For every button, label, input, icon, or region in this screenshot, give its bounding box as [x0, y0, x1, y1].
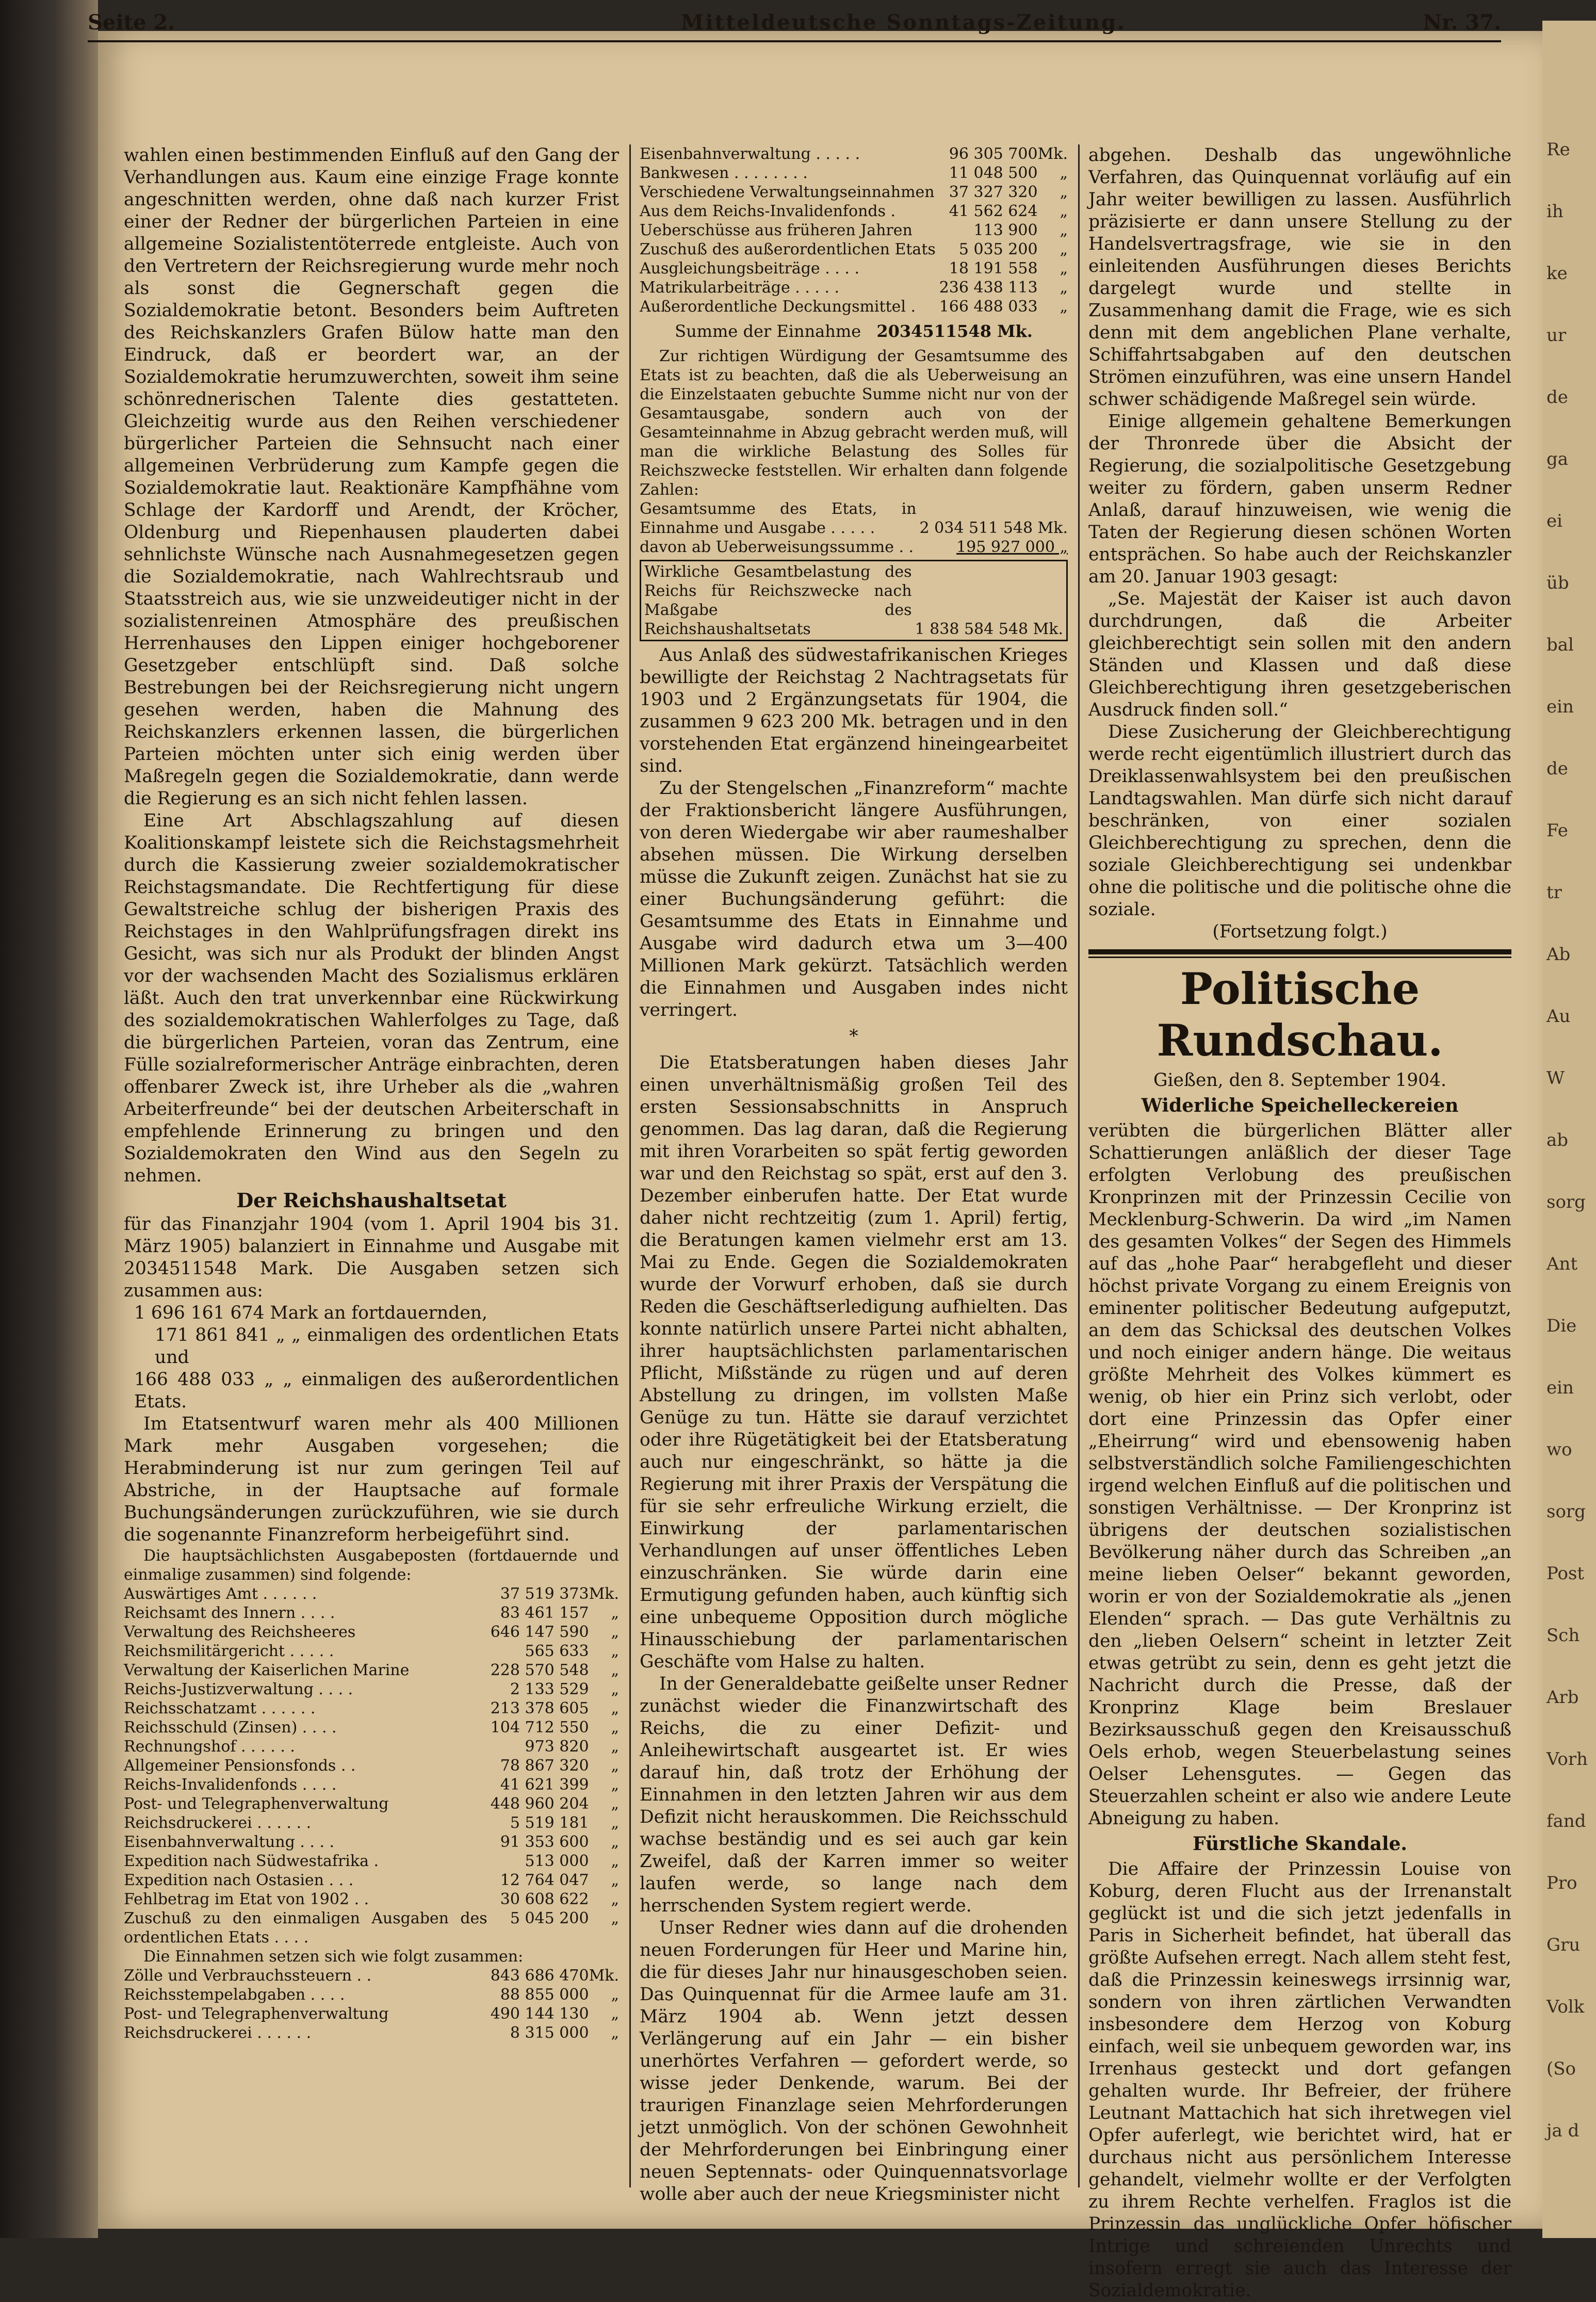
- table-cell-unit: „: [1060, 279, 1068, 297]
- table-cell-value: 11 048 500: [949, 164, 1038, 182]
- income-sum: [640, 320, 1068, 343]
- adjacent-page-fragment: Re: [1546, 139, 1570, 160]
- table-row: [124, 1813, 619, 1833]
- totals-label: davon ab Ueberweisungssumme . .: [640, 538, 914, 556]
- adjacent-page-fragment: Gru: [1546, 1935, 1581, 1955]
- table-cell-unit: „: [611, 1699, 619, 1717]
- table-row: [124, 1852, 619, 1871]
- column-separator: [629, 144, 631, 2187]
- col1-paragraph: Eine Art Abschlagszahlung auf diesen Koalitionskampf leistete sich die Reichstagsmehrheit durch die Kassierung zweier sozialdemokratischer Reichstagsmandate. Die Rechtfertigung für diese Gewaltstreiche schlug der bisherigen Praxis des Reichstages in den Wahlprüfungsfragen direkt ins Gesicht, was sich nur als Produkt der blinden Angst vor der wachsenden Macht des Sozialismus erklären läßt. Auch den trat unverkennbar eine Rückwirkung des sozialdemokratischen Wahlerfolges zu Tage, daß die bürgerlichen Parteien, voran das Zentrum, eine Fülle sozialreformerischer Anträge einbrachten, deren offenbarer Zweck ist, ihre Urheber als die „wahren Arbeiterfreunde“ bei der deutschen Arbeiterschaft in empfehlende Erinnerung zu bringen und den Sozialdemokraten den Wind aus den Segeln zu nehmen.: [124, 810, 619, 1186]
- table-cell-value: 37 327 320: [949, 183, 1038, 201]
- adjacent-page-fragment: de: [1546, 758, 1568, 779]
- table-cell-value: 113 900: [973, 221, 1038, 239]
- income-sum-label: Summe der Einnahme: [675, 321, 861, 341]
- totals-value: 2 034 511 548 Mk.: [919, 519, 1068, 537]
- table-cell-unit: „: [611, 1795, 619, 1813]
- adjacent-page-fragment: ga: [1546, 449, 1569, 469]
- table-cell-unit: „: [611, 1776, 619, 1794]
- table-cell-unit: Mk.: [1037, 145, 1068, 163]
- table-row: [640, 144, 1068, 164]
- table-cell-label: Matrikularbeiträge . . . . .: [640, 279, 840, 297]
- adjacent-page-fragment: Pro: [1546, 1873, 1577, 1893]
- col3-paragraph: Diese Zusicherung der Gleichberechtigung werde recht eigentümlich illustriert durch das Dreiklassenwahlsystem bei den preußischen Landtagswahlen. Man dürfe sich nicht darauf beschränken, von einer sozialen Gleichberechtigung zu sprechen, denn die soziale Gleichberechtigung sei undenkbar ohne die politische und die politische ohne die soziale.: [1088, 722, 1511, 920]
- table-row: [124, 1718, 619, 1737]
- table-cell-label: Fehlbetrag im Etat von 1902 . .: [124, 1890, 369, 1908]
- totals-label: Wirkliche Gesamtbelastung des Reichs für Reichszwecke nach Maßgabe des Reichshaushaltsetats: [644, 563, 912, 638]
- col3-paragraph: Die Affaire der Prinzessin Louise von Koburg, deren Flucht aus der Irrenanstalt geglückt ist und die sich jetzt jedenfalls in Paris in Sicherheit befindet, hat überall das größte Aufsehen erregt. Nach allem steht fest, daß die Prinzessin keineswegs irrsinnig war, sondern von ihren zärtlichen Verwandten insbesondere dem Herzog von Koburg einfach, weil sie unbequem geworden war, ins Irrenhaus gesteckt und dort gefangen gehalten wurde. Ihr Befreier, der frühere Leutnant Mattachich hat sich ihretwegen viel Opfer auferlegt, wie berichtet wird, hat er durchaus nicht aus persönlichem Interesse gehandelt, vielmehr wollte er der Verfolgten zu ihrem Rechte verhelfen. Fraglos ist die Prinzessin das unglückliche Opfer höfischer Intrige und schreienden Unrechts und insofern erregt sie auch das Interesse der Sozialdemokratie.: [1088, 1859, 1511, 2301]
- table-cell-value: 2 133 529: [510, 1680, 589, 1698]
- col1-paragraph: wahlen einen bestimmenden Einfluß auf den Gang der Verhandlungen aus. Kaum eine einzige Frage konnte angeschnitten werden, ohne daß nach kurzer Frist einer der Redner der bürgerlichen Parteien in eine allgemeine Sozialistentöterrede entgleiste. Auch von den Vertretern der Reichsregierung wurde mehr noch als sonst die Gegnerschaft gegen die Sozialdemokratie betont. Besonders beim Auftreten des Reichskanzlers Grafen Bülow hatte man den Eindruck, daß er beordert war, an der Sozialdemokratie herumzuwerchten, soweit ihm seine schönrednerischen Talente dies gestatteten. Gleichzeitig wurde aus den Reihen verschiedener bürgerlicher Parteien die Sehnsucht nach einer allgemeinen Verbrüderung zum Kampfe gegen die Sozialdemokratie laut. Reaktionäre Kampfhähne vom Schlage der Kardorff und Arendt, der Kröcher, Oldenburg und Riepenhausen plauderten dabei sehnlichste Wünsche nach Ausnahmegesetzen gegen die Sozialdemokratie, nach Wahlrechtsraub und Staatsstreich aus, wie sie unzweideutiger nicht in der sozialistenreinen Atmosphäre des preußischen Herrenhauses den Lippen einiger hochgeborener Gesetzgeber entschlüpft sind. Daß solche Bestrebungen bei der Reichsregierung nicht ungern gesehen werden, haben die Mahnung des Reichskanzlers erkennen lassen, die bürgerlichen Parteien möchten unter sich einig werden über Maßregeln gegen die Sozialdemokratie, dann werde die Regierung es an sich nicht fehlen lassen.: [124, 145, 619, 809]
- table-cell-value: 213 378 605: [490, 1699, 589, 1717]
- section-rule: [1088, 949, 1511, 954]
- table-cell-label: Reichsdruckerei . . . . . .: [124, 2024, 312, 2042]
- expense-summary-line: 166 488 033 „ „ einmaligen des außerordentlichen Etats.: [134, 1369, 619, 1412]
- table-row: [124, 1794, 619, 1813]
- article-heading: Widerliche Speichelleckereien: [1141, 1095, 1459, 1116]
- table-row: [124, 1699, 619, 1718]
- table-cell-label: Zuschuß zu den einmaligen Ausgaben des ordentlichen Etats . . . .: [124, 1909, 487, 1947]
- table-cell-unit: „: [611, 1890, 619, 1908]
- table-row: [640, 259, 1068, 278]
- totals-label: Gesamtsumme des Etats, in Einnahme und Ausgabe . . . . .: [640, 500, 917, 537]
- table-cell-label: Reichsschuld (Zinsen) . . . .: [124, 1719, 337, 1737]
- table-cell-value: 490 144 130: [490, 2005, 589, 2023]
- adjacent-page-fragment: Post: [1546, 1563, 1585, 1584]
- table-row: [640, 278, 1068, 297]
- adjacent-page-fragment: ein: [1546, 696, 1574, 717]
- table-row: [124, 1756, 619, 1775]
- adjacent-page-fragment: Ant: [1546, 1254, 1578, 1274]
- table-cell-label: Reichsmilitärgericht . . . . .: [124, 1642, 334, 1660]
- table-cell-value: 18 191 558: [949, 260, 1038, 278]
- adjacent-page-fragment: tr: [1546, 882, 1562, 903]
- table-cell-value: 236 438 113: [939, 279, 1038, 297]
- table-cell-unit: „: [611, 1623, 619, 1641]
- table-row: [640, 183, 1068, 202]
- table-cell-label: Reichs-Justizverwaltung . . . .: [124, 1680, 353, 1698]
- table-cell-unit: „: [611, 1757, 619, 1775]
- table-cell-value: 448 960 204: [490, 1795, 589, 1813]
- section-divider-star: *: [849, 1026, 858, 1047]
- table-cell-label: Eisenbahnverwaltung . . . . .: [640, 145, 860, 163]
- col2-paragraph: Zu der Stengelschen „Finanzreform“ machte der Fraktionsbericht längere Ausführungen, von deren Wiedergabe wir aber raumeshalber absehen müssen. Die Wirkung derselben müsse die Zukunft zeigen. Zunächst hat sie zu einer Buchungsänderung geführt: die Gesamtsumme des Etats in Einnahme und Ausgabe wird dadurch etwa um 3—400 Millionen Mark gekürzt. Tatsächlich werden die Einnahmen und Ausgaben indes nicht verringert.: [640, 778, 1068, 1020]
- table-cell-unit: „: [611, 1833, 619, 1851]
- adjacent-page-fragment: de: [1546, 387, 1568, 408]
- table-row: [124, 1661, 619, 1680]
- table-cell-label: Allgemeiner Pensionsfonds . .: [124, 1757, 356, 1775]
- table-cell-value: 88 855 000: [500, 1986, 589, 2004]
- table-cell-value: 843 686 470: [490, 1967, 589, 1985]
- table-cell-value: 12 764 047: [500, 1871, 589, 1889]
- table-cell-label: Reichsdruckerei . . . . . .: [124, 1814, 312, 1832]
- table-cell-label: Expedition nach Südwestafrika .: [124, 1852, 379, 1870]
- table-cell-value: 91 353 600: [500, 1833, 589, 1851]
- table-row: [124, 1623, 619, 1642]
- table-cell-value: 30 608 622: [500, 1890, 589, 1908]
- adjacent-page-fragment: ja d: [1546, 2120, 1579, 2141]
- table-row: [124, 1833, 619, 1852]
- table-cell-unit: „: [611, 2024, 619, 2042]
- table-cell-unit: „: [1060, 183, 1068, 201]
- table-cell-label: Zuschuß des außerordentlichen Etats: [640, 240, 936, 258]
- section-rule: [1088, 957, 1511, 958]
- budget-note: Zur richtigen Würdigung der Gesamtsumme des Etats ist zu beachten, daß die als Ueberweisung an die Einzelstaaten gebuchte Summe nicht nur von der Gesamtausgabe, sondern auch von der Gesamteinnahme in Abzug gebracht werden muß, will man die wirkliche Belastung des Solles für Reichszwecke feststellen. Wir erhalten dann folgende Zahlen:: [640, 347, 1068, 499]
- table-cell-unit: „: [611, 1814, 619, 1832]
- income-sum-value: 2034511548 Mk.: [876, 321, 1033, 341]
- table-cell-label: Reichs-Invalidenfonds . . . .: [124, 1776, 337, 1794]
- table-row: [124, 2004, 619, 2023]
- table-cell-value: 5 519 181: [510, 1814, 589, 1832]
- column-2: [640, 144, 1068, 2204]
- table-cell-value: 5 035 200: [958, 240, 1038, 258]
- adjacent-page-fragment: sorg: [1546, 1192, 1586, 1212]
- issue-number: Nr. 37.: [1423, 10, 1501, 35]
- table-cell-unit: „: [1060, 164, 1068, 182]
- column-1: [124, 144, 619, 2193]
- adjacent-page-edge: [1542, 21, 1596, 2238]
- table-cell-unit: „: [611, 1661, 619, 1679]
- table-cell-unit: „: [1060, 202, 1068, 220]
- table-cell-unit: „: [1060, 240, 1068, 258]
- col2-paragraph: Aus Anlaß des südwestafrikanischen Krieges bewilligte der Reichstag 2 Nachtragsetats für 1903 und 2 Ergänzungsetats für 1904, die zusammen 9 623 200 Mk. betragen und in den vorstehenden Etat ergänzend hineingearbeitet sind.: [640, 645, 1068, 776]
- table-row: [640, 499, 1068, 538]
- table-cell-unit: „: [611, 1642, 619, 1660]
- table-cell-unit: „: [611, 2005, 619, 2023]
- adjacent-page-fragment: W: [1546, 1068, 1565, 1089]
- table-cell-unit: Mk.: [589, 1585, 619, 1603]
- table-row: [124, 1603, 619, 1623]
- table-row: [640, 240, 1068, 259]
- table-cell-value: 228 570 548: [490, 1661, 589, 1679]
- table-cell-value: 646 147 590: [490, 1623, 589, 1641]
- table-cell-label: Auswärtiges Amt . . . . . .: [124, 1585, 317, 1603]
- col2-paragraph: Unser Redner wies dann auf die drohenden neuen Forderungen für Heer und Marine hin, die für dieses Jahr nur hinausgeschoben seien. Das Quinquennat für die Armee laufe am 31. März 1904 ab. Wenn jetzt dessen Verlängerung auf ein Jahr — ein bisher unerhörtes Verfahren — gefordert werde, so wisse jeder Denkende, warum. Bei der traurigen Finanzlage seien Mehrforderungen jetzt unmöglich. Von der schönen Gewohnheit der Mehrforderungen bei Einbringung einer neuen Septennats- oder Quinquennatsvorlage wolle aber auch der neue Kriegsminister nicht: [640, 1918, 1068, 2204]
- col2-paragraph: In der Generaldebatte geißelte unser Redner zunächst wieder die Finanzwirtschaft des Reichs, die zu einer Defizit- und Anleihewirtschaft ausgeartet ist. Er wies darauf hin, daß trotz der Erhöhung der Einnahmen in den letzten Jahren wir aus dem Defizit nicht herauskommen. Die Reichsschuld wachse beständig und es sei auch gar kein Zweifel, daß der Karren immer so weiter laufen werde, so lange nach dem herrschenden System regiert werde.: [640, 1674, 1068, 1916]
- table-row: [124, 1966, 619, 1985]
- table-cell-label: Rechnungshof . . . . . .: [124, 1738, 295, 1756]
- table-cell-label: Zölle und Verbrauchssteuern . .: [124, 1967, 372, 1985]
- income-table-part2: [640, 144, 1068, 316]
- table-row: [640, 538, 1068, 557]
- adjacent-page-fragment: fand: [1546, 1811, 1586, 1831]
- table-cell-unit: Mk.: [589, 1967, 619, 1985]
- kanzler-quote: „Se. Majestät der Kaiser ist auch davon durchdrungen, daß die Arbeiter gleichberechtigt sein sollen mit den andern Ständen und Klassen und daß diese Gleichberechtigung ihren gesetzgeberischen Ausdruck finden soll.“: [1088, 589, 1511, 720]
- table-row: [124, 1775, 619, 1794]
- table-row: [124, 1642, 619, 1661]
- col1-paragraph: für das Finanzjahr 1904 (vom 1. April 1904 bis 31. März 1905) balanziert in Einnahme und Ausgabe mit 2034511548 Mark. Die Ausgaben setzen sich zusammen aus:: [124, 1214, 619, 1301]
- adjacent-page-fragment: ein: [1546, 1377, 1574, 1398]
- col3-paragraph: Einige allgemein gehaltene Bemerkungen der Thronrede über die Absicht der Regierung, die sozialpolitische Gesetzgebung weiter zu fördern, gaben unserm Redner Anlaß, darauf hinzuweisen, wie wenig die Taten der Regierung diesen schönen Worten entsprächen. So habe auch der Reichskanzler am 20. Januar 1903 gesagt:: [1088, 411, 1511, 587]
- income-table-part1: [124, 1966, 619, 2042]
- adjacent-page-fragment: Volk: [1546, 1997, 1585, 2017]
- page-body: [124, 98, 1511, 2301]
- adjacent-page-fragment: Arb: [1546, 1687, 1579, 1708]
- article-heading: Fürstliche Skandale.: [1193, 1833, 1407, 1855]
- adjacent-page-fragment: Die: [1546, 1316, 1577, 1336]
- adjacent-page-fragment: (So: [1546, 2058, 1576, 2079]
- table-cell-unit: „: [611, 1680, 619, 1698]
- adjacent-page-fragment: sorg: [1546, 1501, 1586, 1522]
- income-intro: Die Einnahmen setzen sich wie folgt zusammen:: [143, 1948, 524, 1966]
- section-title-politische-rundschau: Politische Rundschau.: [1157, 963, 1443, 1066]
- adjacent-page-fragment: Sch: [1546, 1625, 1580, 1646]
- table-cell-value: 5 045 200: [510, 1909, 589, 1927]
- table-row: [644, 562, 1063, 639]
- table-cell-label: Verschiedene Verwaltungseinnahmen: [640, 183, 935, 201]
- table-row: [640, 202, 1068, 221]
- adjacent-page-fragment: bal: [1546, 635, 1574, 655]
- table-cell-value: 83 461 157: [500, 1604, 589, 1622]
- adjacent-page-fragment: ur: [1546, 325, 1567, 346]
- adjacent-page-fragment: wo: [1546, 1439, 1572, 1460]
- section-heading-reichshaushaltsetat: Der Reichshaushaltsetat: [236, 1189, 507, 1212]
- masthead-rule: [88, 40, 1501, 42]
- table-cell-label: Reichsschatzamt . . . . . .: [124, 1699, 316, 1717]
- dateline: Gießen, den 8. September 1904.: [1153, 1070, 1447, 1091]
- net-burden-box: [640, 560, 1068, 641]
- page-number: Seite 2.: [88, 10, 175, 35]
- adjacent-page-fragment: Fe: [1546, 820, 1568, 841]
- table-row: [640, 221, 1068, 240]
- table-cell-label: Ausgleichungsbeiträge . . . .: [640, 260, 859, 278]
- adjacent-page-fragment: Au: [1546, 1006, 1571, 1027]
- newspaper-title: Mitteldeutsche Sonntags-Zeitung.: [681, 10, 1126, 35]
- table-cell-label: Ueberschüsse aus früheren Jahren: [640, 221, 913, 239]
- column-separator: [1078, 144, 1080, 2187]
- table-cell-unit: „: [611, 1852, 619, 1870]
- col2-paragraph: Die Etatsberatungen haben dieses Jahr einen unverhältnismäßig großen Teil des ersten Sessionsabschnitts in Anspruch genommen. Das lag daran, daß die Regierung mit ihren Vorarbeiten so spät fertig geworden war und den Reichstag so spät, erst auf den 3. Dezember einberufen hatte. Der Etat wurde daher nicht rechtzeitig (zum 1. April) fertig, die Beratungen kamen vielmehr erst am 13. Mai zu Ende. Gegen die Sozialdemokraten wurde der Vorwurf erhoben, daß sie durch Reden die Geschäftserledigung aufhielten. Das konnte natürlich unsere Partei nicht abhalten, ihrer hauptsächlichsten parlamentarischen Pflicht, Mißstände zu rügen und auf deren Abstellung zu dringen, im vollsten Maße Genüge zu tun. Hätte sie darauf verzichtet oder ihre Rügetätigkeit bei der Etatsberatung auch nur eingeschränkt, so hätte ja die Regierung mit ihrer Praxis der Verspätung die für sie sehr erfreuliche Wirkung erzielt, die Einwirkung der parlamentarischen Verhandlungen auf unser öffentliches Leben einzuschränken. Sie würde darin eine Ermutigung gefunden haben, auch künftig sich eine unbequeme Opposition durch mögliche Hinausschiebung der parlamentarischen Geschäfte vom Halse zu halten.: [640, 1052, 1068, 1672]
- table-row: [640, 297, 1068, 316]
- expense-summary-line: 171 861 841 „ „ einmaligen des ordentlichen Etats und: [155, 1325, 619, 1368]
- table-cell-unit: „: [611, 1604, 619, 1622]
- table-cell-label: Expedition nach Ostasien . . .: [124, 1871, 354, 1889]
- table-cell-unit: „: [1060, 221, 1068, 239]
- table-cell-label: Post- und Telegraphenverwaltung: [124, 2005, 389, 2023]
- adjacent-page-fragment: Ab: [1546, 944, 1571, 965]
- table-row: [124, 1890, 619, 1909]
- adjacent-page-fragment: ei: [1546, 511, 1562, 531]
- book-spine: [0, 0, 98, 2238]
- table-cell-value: 104 712 550: [490, 1719, 589, 1737]
- expenses-table: [124, 1584, 619, 1947]
- table-cell-label: Aus dem Reichs-Invalidenfonds .: [640, 202, 896, 220]
- table-cell-unit: „: [1060, 260, 1068, 278]
- table-cell-value: 513 000: [525, 1852, 589, 1870]
- table-cell-label: Reichsstempelabgaben . . . .: [124, 1986, 345, 2004]
- totals-value: 195 927 000 „: [956, 538, 1068, 556]
- totals-value: 1 838 584 548 Mk.: [915, 620, 1063, 638]
- table-cell-value: 78 867 320: [500, 1757, 589, 1775]
- table-cell-unit: „: [611, 1719, 619, 1737]
- adjacent-page-fragment: ab: [1546, 1130, 1569, 1150]
- adjacent-page-fragment: ih: [1546, 201, 1564, 222]
- table-cell-unit: „: [611, 1738, 619, 1756]
- table-row: [124, 1737, 619, 1756]
- table-row: [640, 164, 1068, 183]
- table-cell-unit: „: [611, 1986, 619, 2004]
- adjacent-page-fragment: Vorh: [1546, 1749, 1588, 1770]
- col3-paragraph: abgehen. Deshalb das ungewöhnliche Verfahren, das Quinquennat vorläufig auf ein Jahr weiter bewilligen zu lassen. Ausführlich präzisierte er dann unsere Stellung zu der Handelsvertragsfrage, wie sie in den einleitenden Ausführungen dieses Berichts dargelegt wurde und stellte in Zusammenhang damit die Frage, wie es sich denn mit dem angeblichen Plane verhalte, Schiffahrtsabgaben auf den deutschen Strömen einzuführen, was eine unsern Handel schwer schädigende Maßregel sein würde.: [1088, 145, 1511, 410]
- table-cell-value: 41 621 399: [500, 1776, 589, 1794]
- table-cell-unit: „: [1060, 298, 1068, 316]
- adjacent-page-fragment: üb: [1546, 573, 1569, 593]
- table-row: [124, 1871, 619, 1890]
- table-row: [124, 2023, 619, 2042]
- table-cell-value: 8 315 000: [510, 2024, 589, 2042]
- budget-totals: [640, 499, 1068, 557]
- column-3: [1088, 144, 1511, 2301]
- table-cell-value: 96 305 700: [949, 145, 1038, 163]
- adjacent-page-fragment: ke: [1546, 263, 1568, 284]
- continuation-note: (Fortsetzung folgt.): [1212, 921, 1388, 942]
- table-cell-value: 973 820: [525, 1738, 589, 1756]
- table-cell-label: Außerordentliche Deckungsmittel .: [640, 298, 916, 316]
- expenses-intro: Die hauptsächlichsten Ausgabeposten (fortdauernde und einmalige zusammen) sind folgende:: [124, 1547, 619, 1584]
- col1-paragraph: Im Etatsentwurf waren mehr als 400 Millionen Mark mehr Ausgaben vorgesehen; die Herabminderung ist nur zum geringen Teil auf Abstriche, in der Hauptsache auf formale Buchungsänderungen zurückzuführen, wie sie durch die sogenannte Finanzreform herbeigeführt sind.: [124, 1414, 619, 1545]
- table-cell-label: Eisenbahnverwaltung . . . .: [124, 1833, 335, 1851]
- table-cell-value: 565 633: [525, 1642, 589, 1660]
- table-row: [124, 1909, 619, 1947]
- table-cell-unit: „: [611, 1871, 619, 1889]
- table-row: [124, 1680, 619, 1699]
- table-row: [124, 1985, 619, 2004]
- table-cell-label: Post- und Telegraphenverwaltung: [124, 1795, 389, 1813]
- table-row: [124, 1584, 619, 1603]
- table-cell-label: Verwaltung der Kaiserlichen Marine: [124, 1661, 410, 1679]
- table-cell-value: 166 488 033: [939, 298, 1038, 316]
- table-cell-label: Bankwesen . . . . . . . .: [640, 164, 808, 182]
- table-cell-label: Reichsamt des Innern . . . .: [124, 1604, 335, 1622]
- table-cell-label: Verwaltung des Reichsheeres: [124, 1623, 356, 1641]
- page-masthead: [88, 10, 1501, 41]
- table-cell-unit: „: [611, 1909, 619, 1927]
- table-cell-value: 37 519 373: [500, 1585, 589, 1603]
- expense-summary-line: 1 696 161 674 Mark an fortdauernden,: [134, 1303, 487, 1323]
- col3-paragraph: verübten die bürgerlichen Blätter aller Schattierungen anläßlich der dieser Tage erfolgten Verlobung des preußischen Kronprinzen mit der Prinzessin Cecilie von Mecklenburg-Schwerin. Da wird „im Namen des gesamten Volkes“ der Segen des Himmels auf das „hohe Paar“ herabgefleht und dieser höchst private Vorgang zu einem Ereignis von eminenter politischer Bedeutung aufgeputzt, an dem das Schicksal des deutschen Volkes und noch einiger andern hänge. Die weitaus größte Mehrheit des Volkes kümmert es wenig, ob hier ein Prinz sich verlobt, oder dort eine Prinzessin das Opfer einer „Eheirrung“ wird und ebensowenig haben selbstverständlich solche Familiengeschichten irgend welchen Einfluß auf die politischen und sonstigen Verhältnisse. — Der Kronprinz ist übrigens der deutschen sozialistischen Bevölkerung näher durch das Schreiben „an meine lieben Oelser“ bekannt geworden, worin er von der Sozialdemokratie als „jenen Elenden“ sprach. — Das gute Verhältnis zu den „lieben Oelsern“ scheint in letzter Zeit etwas getrübt zu sein, denn es geht jetzt die Nachricht durch die Presse, daß der Kronprinz Klage beim Breslauer Bezirksausschuß gegen den Kreisausschuß Oels erhob, wegen Steuerbelastung seines Oelser Lehensgutes. — Gegen das Steuerzahlen scheint er also wie andere Leute Abneigung zu haben.: [1088, 1121, 1511, 1829]
- table-cell-value: 41 562 624: [949, 202, 1038, 220]
